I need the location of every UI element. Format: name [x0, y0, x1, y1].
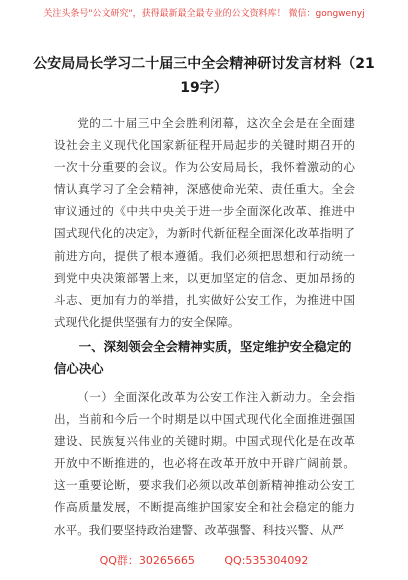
- footer-qq: QQ:535304092: [224, 554, 309, 567]
- footer-contact: [0, 553, 408, 569]
- body-paragraph-2: （一）全面深化改革为公安工作注入新动力。全会指出，当前和今后一个时期是以中国式现代化全面推进强国建设、民族复兴伟业的关键时期。中国式现代化是在改革开放中不断推进的，也必将在改革开放中开辟广阔前景。这一重要论断，要求我们必须以改革创新精神推动公安工作高质量发展，不断提高维护国家安全和社会稳定的能力水平。我们要坚持政治建警、改革强警、科技兴警、从严: [54, 390, 355, 537]
- body-paragraph-1: 党的二十届三中全会胜利闭幕，这次全会是在全面建设社会主义现代化国家新征程开局起步的关键时期召开的一次十分重要的会议。作为公安局局长，我怀着激动的心情认真学习了全会精神，深感使命光荣、责任重大。全会审议通过的《中共中央关于进一步全面深化改革、推进中国式现代化的决定》，为新时代新征程全面深化改革指明了前进方向，提供了根本遵循。我们必须把思想和行动统一到党中央决策部署上来，以更加坚定的信念、更加昂扬的斗志、更加有力的举措，扎实做好公安工作，为推进中国式现代化提供坚强有力的安全保障。: [54, 116, 355, 329]
- footer-qq-group: QQ群：30265665: [99, 554, 195, 567]
- document-title: 公安局局长学习二十届三中全会精神研讨发言材料（2119字）: [33, 56, 375, 96]
- section-heading-1: 一、深刻领会全会精神实质，坚定维护安全稳定的信心决心: [54, 339, 352, 377]
- header-promo-banner: 关注头条号"公文研究"，获得最新最全最专业的公文资料库！ 微信：gongwenyj: [43, 9, 365, 19]
